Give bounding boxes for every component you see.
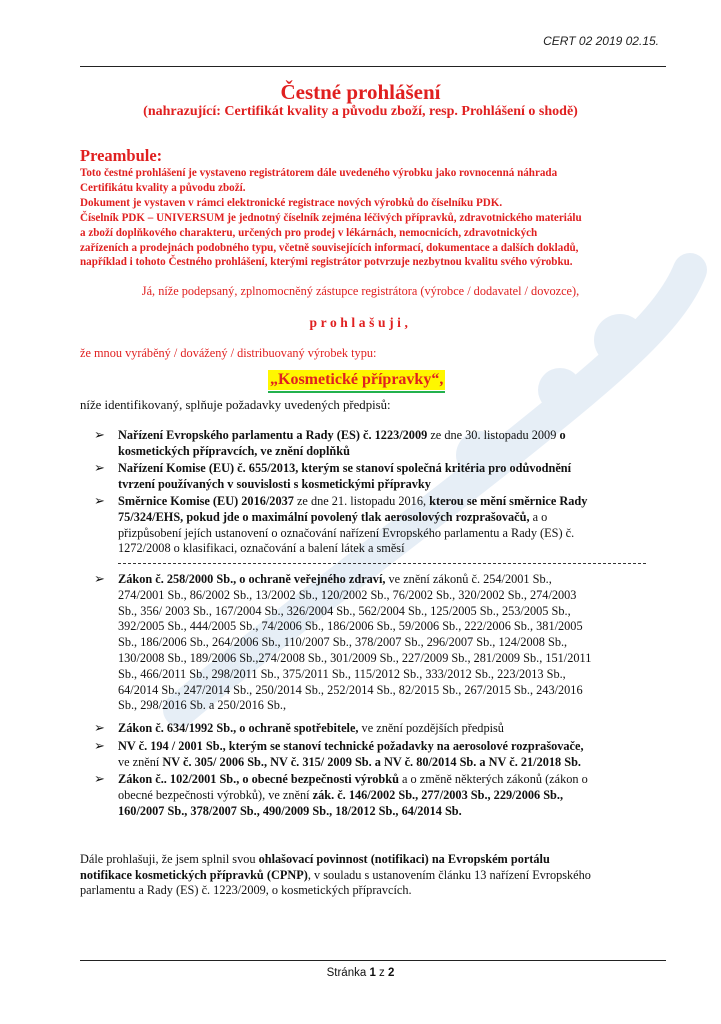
arrow-bullet-icon: ➢ xyxy=(94,721,105,736)
preamble-line: Toto čestné prohlášení je vystaveno registrátorem dále uvedeného výrobku jako rovnocenná náhrada xyxy=(80,167,558,179)
preamble-line: Dokument je vystaven v rámci elektronické registrace nových výrobků do číselníku PDK. xyxy=(80,196,503,209)
list-item-text: NV č. 194 / 2001 Sb., kterým se stanoví technické požadavky na aerosolové rozprašovače, ve znění NV č. 305/ 2006 Sb., NV č. 315/ 2009 Sb. a NV č. 80/2014 Sb. a NV č. 21/2018 Sb. xyxy=(118,739,584,769)
preamble-line: Certifikátu kvality a původu zboží. xyxy=(80,181,246,194)
arrow-bullet-icon: ➢ xyxy=(94,428,105,443)
footer-rule xyxy=(80,960,666,961)
document-title: Čestné prohlášení xyxy=(280,80,441,104)
preamble-heading: Preambule: xyxy=(80,146,163,165)
arrow-bullet-icon: ➢ xyxy=(94,572,105,587)
product-type-intro: že mnou vyráběný / dovážený / distribuovaný výrobek typu: xyxy=(80,346,377,360)
list-item-text: Zákon č. 634/1992 Sb., o ochraně spotřebitele, ve znění pozdějších předpisů xyxy=(118,721,504,735)
product-name: „Kosmetické přípravky“, xyxy=(270,371,444,388)
product-name-underline xyxy=(268,391,445,393)
arrow-bullet-icon: ➢ xyxy=(94,494,105,509)
list-item-text: Zákon č. 258/2000 Sb., o ochraně veřejného zdraví, ve znění zákonů č. 254/2001 Sb., 274/2001 Sb., 86/2002 Sb., 13/2002 Sb., 120/2002 Sb., 76/2002 Sb., 320/2002 Sb., 274/2003 Sb., 356/ 2003 Sb., 167/2004 Sb., 326/2004 Sb., 562/2004 Sb., 125/2005 Sb., 253/2005 Sb., 392/2005 Sb., 444/2005 Sb., 74/2006 Sb., 186/2006 Sb., 59/2006 Sb., 222/2006 Sb., 381/2005 Sb., 186/2006 Sb., 264/2006 Sb., 110/2007 Sb., 378/2007 Sb., 296/2007 Sb., 124/2008 Sb., 130/2008 Sb., 189/2006 Sb.,274/2008 Sb., 301/2009 Sb., 227/2009 Sb., 281/2009 Sb., 151/2011 Sb., 466/2011 Sb., 298/2011 Sb., 375/2011 Sb., 115/2012 Sb., 333/2012 Sb., 223/2013 Sb., 64/2014 Sb., 247/2014 Sb., 250/2014 Sb., 252/2014 Sb., 82/2015 Sb., 267/2015 Sb., 243/2016 Sb., 298/2016 Sb. a 250/2016 Sb., xyxy=(118,572,592,713)
document-subtitle: (nahrazující: Certifikát kvality a původu zboží, resp. Prohlášení o shodě) xyxy=(143,104,578,119)
certificate-code: CERT 02 2019 02.15. xyxy=(543,34,659,48)
preamble-line: Číselník PDK – UNIVERSUM je jednotný číselník zejména léčivých přípravků, zdravotnického materiálu xyxy=(80,211,582,224)
list-item-text: Nařízení Komise (EU) č. 655/2013, kterým se stanoví společná kritéria pro odůvodnění tvrzení používaných v souvislosti s kosmetickými přípravky xyxy=(118,461,572,491)
identified-text: níže identifikovaný, splňuje požadavky uvedených předpisů: xyxy=(80,398,391,412)
list-item-text: Směrnice Komise (EU) 2016/2037 ze dne 21. listopadu 2016, kterou se mění směrnice Rady 75/324/EHS, pokud jde o maximální povolený tlak aerosolových rozprašovačů, a o přizpůsobení jejích ustanovení o označování nařízení Evropského parlamentu a Rady (ES) č. 1272/2008 o klasifikaci, označování a balení látek a směsí xyxy=(118,494,588,556)
list-item-text: Zákon č.. 102/2001 Sb., o obecné bezpečnosti výrobků a o změně některých zákonů (zákon o obecné bezpečnosti výrobků), ve znění zák. č. 146/2002 Sb., 277/2003 Sb., 229/2006 Sb., 160/2007 Sb., 378/2007 Sb., 490/2009 Sb., 18/2012 Sb., 64/2014 Sb. xyxy=(118,772,588,818)
arrow-bullet-icon: ➢ xyxy=(94,739,105,754)
arrow-bullet-icon: ➢ xyxy=(94,772,105,787)
preamble-line: například i tohoto Čestného prohlášení, kterými registrátor potvrzuje nezbytnou kvalitu svého výrobku. xyxy=(80,256,573,269)
list-item-text: Nařízení Evropského parlamentu a Rady (ES) č. 1223/2009 ze dne 30. listopadu 2009 o kosmetických přípravcích, ve znění doplňků xyxy=(118,428,566,458)
declaration-intro: Já, níže podepsaný, zplnomocněný zástupce registrátora (výrobce / dodavatel / dovozce), xyxy=(141,284,580,298)
declaration-verb: prohlašuji, xyxy=(309,315,412,330)
separator-dashed-line xyxy=(118,563,646,564)
closing-paragraph: Dále prohlašuji, že jsem splnil svou ohlašovací povinnost (notifikaci) na Evropském portálu notifikace kosmetických přípravků (CPNP), v souladu s ustanovením článku 13 nařízení Evropského parlamentu a Rady (ES) č. 1223/2009, o kosmetických přípravcích. xyxy=(80,852,591,898)
page-number: Stránka 1 z 2 xyxy=(326,967,395,979)
preamble-line: zařízeních a prodejnách podobného typu, včetně souvisejících informací, dokumentace a dalších dokladů, xyxy=(80,241,579,254)
arrow-bullet-icon: ➢ xyxy=(94,461,105,476)
preamble-line: a zboží doplňkového charakteru, určených pro prodej v lékárnách, nemocnicích, zdravotnických xyxy=(80,226,538,239)
preamble-text xyxy=(80,166,680,270)
header-rule xyxy=(80,66,666,67)
product-name-highlight xyxy=(268,370,445,390)
